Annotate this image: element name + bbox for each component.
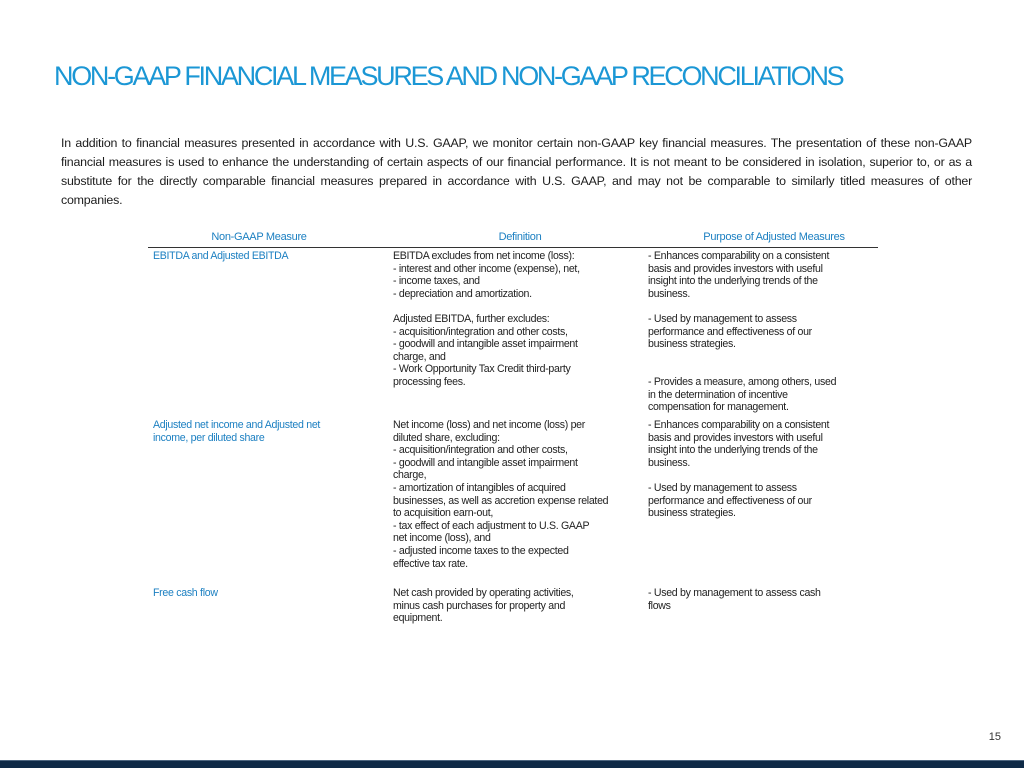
intro-paragraph: In addition to financial measures presented in accordance with U.S. GAAP, we monitor certain non-GAAP key financial measures. The presentation of these non-GAAP financial measures is used to enhance the understanding of certain aspects of our financial performance. It is not meant to be considered in isolation, superior to, or as a substitute for the directly comparable financial measures prepared in accordance with U.S. GAAP, and may not be comparable to similarly titled measures of other companies. [61,136,972,207]
definition-line: EBITDA excludes from net income (loss): [393,250,575,262]
purpose-line: business strategies. [648,338,736,351]
definition-line: net income (loss), and [393,532,491,545]
measure-line: EBITDA and Adjusted EBITDA [153,250,289,262]
purpose-block [648,250,878,300]
definition-line: minus cash purchases for property and [393,599,566,612]
purpose-line: basis and provides investors with useful [648,262,823,275]
purpose-line: flows [648,599,671,612]
purpose-line: compensation for management. [648,401,789,414]
definition-line: - goodwill and intangible asset impairment [393,338,578,351]
measure-cell [148,587,393,625]
purpose-line: insight into the underlying trends of the [648,444,818,457]
purpose-line: in the determination of incentive [648,388,788,401]
measure-line: income, per diluted share [153,431,265,444]
definition-line: - acquisition/integration and other costs, [393,325,568,338]
measure-cell [148,419,393,570]
header-purpose: Purpose of Adjusted Measures [703,231,845,243]
purpose-line: - Used by management to assess cash [648,587,821,599]
definition-cell [393,587,648,625]
purpose-line: - Used by management to assess [648,312,797,325]
purpose-block [648,419,878,469]
purpose-cell [648,250,878,414]
definition-cell [393,419,648,570]
purpose-line: performance and effectiveness of our [648,325,812,338]
purpose-line: business strategies. [648,507,736,520]
definition-line: Net cash provided by operating activities, [393,587,574,599]
measure-line: Adjusted net income and Adjusted net [153,419,321,431]
purpose-line: - Enhances comparability on a consistent [648,419,830,431]
definition-line: to acquisition earn-out, [393,507,493,520]
definition-line: charge, [393,469,427,482]
footer-bar [0,760,1024,768]
purpose-line: basis and provides investors with useful [648,431,823,444]
purpose-line: - Used by management to assess [648,481,797,494]
definition-block [393,250,648,300]
definition-line: Net income (loss) and net income (loss) per [393,419,585,431]
definition-line: diluted share, excluding: [393,431,500,444]
definition-cell [393,250,648,414]
definition-line: - amortization of intangibles of acquired [393,481,566,494]
measure-cell [148,250,393,414]
definition-block [393,419,648,570]
table-row-free-cash-flow [148,587,878,625]
non-gaap-measures-table [148,230,878,625]
purpose-line: business. [648,287,691,300]
definition-line: - acquisition/integration and other costs, [393,444,568,457]
definition-line: charge, and [393,350,446,363]
definition-line: - tax effect of each adjustment to U.S. GAAP [393,519,590,532]
purpose-block [648,482,878,520]
purpose-block [648,376,878,414]
table-row-ebitda [148,250,878,414]
purpose-line: - Enhances comparability on a consistent [648,250,830,262]
definition-line: businesses, as well as accretion expense related [393,494,609,507]
definition-line: - income taxes, and [393,275,480,288]
table-header [148,230,878,248]
definition-line: - Work Opportunity Tax Credit third-party [393,363,571,376]
purpose-line: performance and effectiveness of our [648,494,812,507]
purpose-cell [648,587,878,625]
definition-line: equipment. [393,612,443,625]
definition-line: Adjusted EBITDA, further excludes: [393,312,550,325]
definition-block [393,587,648,625]
header-non-gaap-measure: Non-GAAP Measure [211,231,307,243]
definition-line: processing fees. [393,375,466,388]
page-title: NON-GAAP FINANCIAL MEASURES AND NON-GAAP RECONCILIATIONS [54,61,843,91]
purpose-block [648,313,878,351]
page-number: 15 [988,731,1001,743]
measure-line: Free cash flow [153,587,218,599]
purpose-line: insight into the underlying trends of the [648,275,818,288]
definition-line: - goodwill and intangible asset impairment [393,456,578,469]
purpose-line: business. [648,456,691,469]
purpose-line: - Provides a measure, among others, used [648,375,837,388]
definition-line: effective tax rate. [393,557,468,570]
definition-line: - depreciation and amortization. [393,287,532,300]
definition-line: - adjusted income taxes to the expected [393,544,569,557]
definition-line: - interest and other income (expense), net, [393,262,580,275]
purpose-cell [648,419,878,570]
definition-block [393,313,648,389]
table-row-adjusted-net-income [148,419,878,570]
purpose-block [648,587,878,612]
header-definition: Definition [498,231,542,243]
